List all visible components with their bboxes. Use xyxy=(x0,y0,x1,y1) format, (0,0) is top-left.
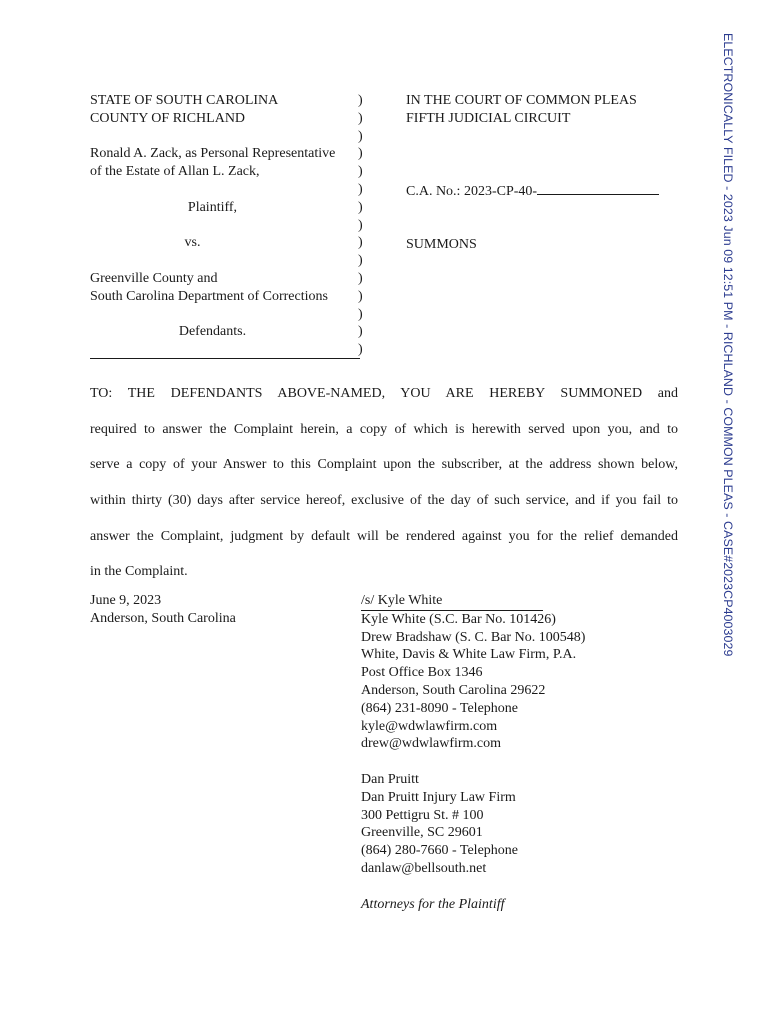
case-number-blank xyxy=(537,181,659,195)
email-link[interactable]: kyle@wdwlawfirm.com xyxy=(361,718,498,734)
county-name: COUNTY OF RICHLAND xyxy=(90,110,246,126)
caption-spacer xyxy=(90,128,365,146)
attorney-line: Kyle White (S.C. Bar No. 101426) xyxy=(361,611,556,627)
plaintiff-name-line1: Ronald A. Zack, as Personal Representative xyxy=(90,146,336,162)
caption-spacer xyxy=(90,217,365,235)
case-number xyxy=(406,181,659,201)
body-line: in the Complaint. xyxy=(90,564,188,580)
case-number-label: C.A. No.: 2023-CP-40- xyxy=(406,183,538,199)
attorney-line: Dan Pruitt xyxy=(361,771,419,787)
address-line: Post Office Box 1346 xyxy=(361,665,483,681)
caption-paren: ) xyxy=(358,253,363,269)
signing-place: Anderson, South Carolina xyxy=(90,611,236,626)
state-name: STATE OF SOUTH CAROLINA xyxy=(90,93,279,108)
caption-paren: ) xyxy=(358,342,363,358)
date-place-block xyxy=(90,592,236,628)
caption-parenthesis-column xyxy=(358,92,368,359)
address-line: 300 Pettigru St. # 100 xyxy=(361,807,484,823)
body-line: answer the Complaint, judgment by default will be rendered against you for the relief demanded xyxy=(90,528,678,544)
judicial-circuit: FIFTH JUDICIAL CIRCUIT xyxy=(406,110,571,126)
caption-paren: ) xyxy=(358,128,363,144)
email-link[interactable]: danlaw@bellsouth.net xyxy=(361,860,487,876)
caption-paren: ) xyxy=(358,217,363,233)
law-firm-name: White, Davis & White Law Firm, P.A. xyxy=(361,647,577,663)
signing-date: June 9, 2023 xyxy=(90,593,162,608)
caption-paren: ) xyxy=(358,235,363,251)
caption-paren: ) xyxy=(358,199,363,215)
signature-block xyxy=(361,592,585,913)
caption-paren: ) xyxy=(358,110,363,126)
law-firm-name: Dan Pruitt Injury Law Firm xyxy=(361,789,516,805)
caption-paren: ) xyxy=(358,181,363,197)
electronic-filing-stamp: ELECTRONICALLY FILED - 2023 Jun 09 12:51 PM - RICHLAND - COMMON PLEAS - CASE#2023CP4003029 xyxy=(721,33,735,657)
defendant-name-line2: South Carolina Department of Corrections xyxy=(90,288,328,304)
plaintiff-label: Plaintiff, xyxy=(187,199,238,215)
case-caption-parties xyxy=(90,92,365,341)
address-line: Anderson, South Carolina 29622 xyxy=(361,682,546,698)
electronic-signature: /s/ Kyle White xyxy=(361,592,543,611)
body-line: serve a copy of your Answer to this Complaint upon the subscriber, at the address shown below, xyxy=(90,457,678,473)
document-title: SUMMONS xyxy=(406,237,477,253)
caption-spacer xyxy=(90,252,365,270)
email-link[interactable]: drew@wdwlawfirm.com xyxy=(361,736,502,752)
caption-paren: ) xyxy=(358,146,363,162)
body-line: TO: THE DEFENDANTS ABOVE-NAMED, YOU ARE HEREBY SUMMONED and xyxy=(90,386,678,401)
defendants-label: Defendants. xyxy=(178,324,247,340)
caption-paren: ) xyxy=(358,270,363,286)
telephone: (864) 231-8090 - Telephone xyxy=(361,700,519,716)
summons-body xyxy=(90,376,678,590)
caption-paren: ) xyxy=(358,288,363,304)
body-line: required to answer the Complaint herein, a copy of which is herewith served upon you, and to xyxy=(90,421,678,437)
address-line: Greenville, SC 29601 xyxy=(361,825,483,841)
attorney-role: Attorneys for the Plaintiff xyxy=(361,896,505,912)
caption-paren: ) xyxy=(358,306,363,322)
caption-paren: ) xyxy=(358,164,363,180)
caption-rule xyxy=(90,358,360,359)
attorney-line: Drew Bradshaw (S. C. Bar No. 100548) xyxy=(361,629,586,645)
caption-paren: ) xyxy=(358,93,363,108)
caption-paren: ) xyxy=(358,324,363,340)
versus-label: vs. xyxy=(184,235,201,251)
case-caption-court xyxy=(406,92,659,254)
court-name: IN THE COURT OF COMMON PLEAS xyxy=(406,93,637,108)
caption-spacer xyxy=(90,181,365,199)
body-line: within thirty (30) days after service hereof, exclusive of the day of such service, and if you fail to xyxy=(90,493,678,509)
telephone: (864) 280-7660 - Telephone xyxy=(361,843,519,859)
caption-spacer xyxy=(90,306,365,324)
plaintiff-name-line2: of the Estate of Allan L. Zack, xyxy=(90,164,260,180)
defendant-name-line1: Greenville County and xyxy=(90,270,218,286)
